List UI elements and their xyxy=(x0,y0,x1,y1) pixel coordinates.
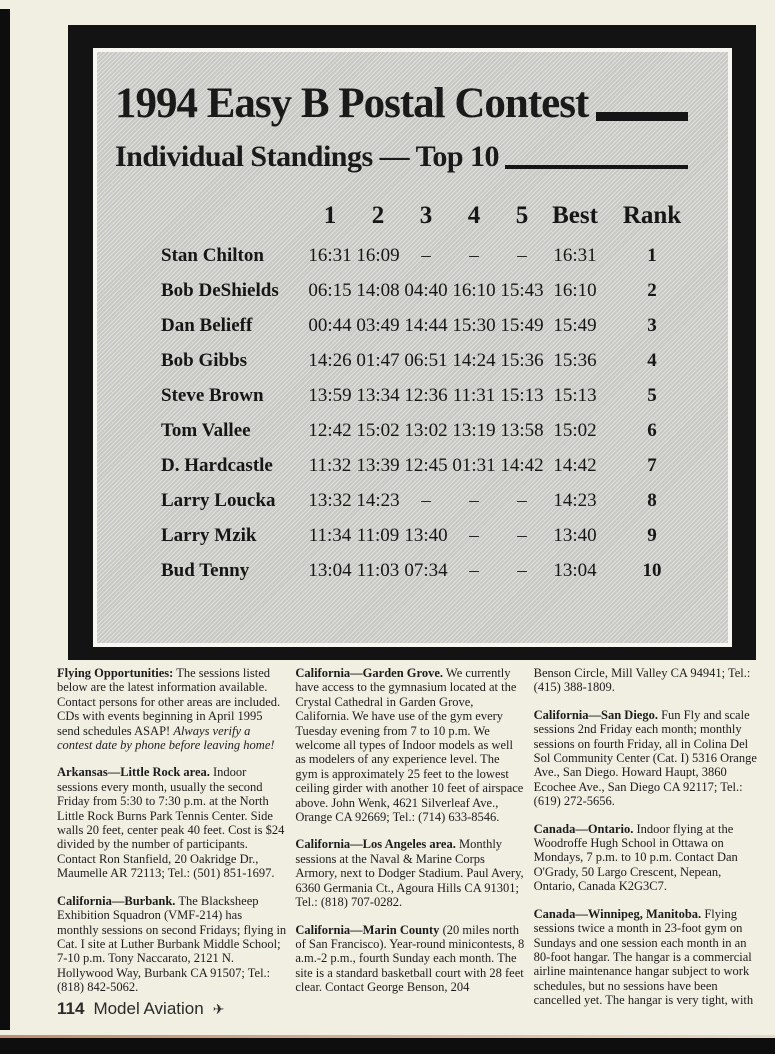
best-time: 14:23 xyxy=(553,489,597,511)
rank-value: 1 xyxy=(647,244,657,266)
article-paragraph-canada-ontario xyxy=(534,822,763,894)
rank-value: 4 xyxy=(647,349,657,371)
flight-time: 12:42 xyxy=(308,419,352,441)
flight-time: 11:32 xyxy=(308,454,352,476)
flight-time: 15:30 xyxy=(452,314,496,336)
header-flight-4: 4 xyxy=(467,202,481,229)
paragraph-body: (20 miles north of San Francisco). Year-round minicontests, 8 a.m.-2 p.m., fourth Sunday each month. The site is a standard basketball court with 28 feet clear. Contact George Benson, 204 xyxy=(295,922,525,995)
flight-time: 13:58 xyxy=(500,419,544,441)
flight-time: – xyxy=(469,489,479,511)
table-row xyxy=(115,273,708,308)
flight-time: 13:39 xyxy=(356,454,400,476)
pilot-name: Larry Loucka xyxy=(161,489,276,511)
article-paragraph-california-garden-grove xyxy=(295,666,524,824)
flight-time: – xyxy=(469,244,479,266)
table-row xyxy=(115,378,708,413)
table-row xyxy=(115,413,708,448)
flight-time: 15:13 xyxy=(500,384,544,406)
paragraph-body: Indoor flying at the Woodroffe Hugh School in Ottawa on Mondays, 7 p.m. to 10 p.m. Contact Dan O'Grady, 50 Largo Crescent, Nepean, Ontario, Canada K2G3C7. xyxy=(533,821,738,894)
flight-time: 14:23 xyxy=(356,489,400,511)
table-header-row xyxy=(115,196,708,236)
title-underline-rule xyxy=(596,112,688,121)
paragraph-body: Flying sessions twice a month in 23-foot gym on Sundays and one session each month in an 80-foot hangar. The hangar is a commercial airline maintenance hangar subject to work schedules, but no sessions have been cancelled yet. The hangar is very tight, with xyxy=(533,906,754,1008)
flight-time: 13:32 xyxy=(308,489,352,511)
contest-box-frame xyxy=(68,25,756,660)
paragraph-body: Benson Circle, Mill Valley CA 94941; Tel.: (415) 388-1809. xyxy=(533,666,751,695)
flight-time: 11:34 xyxy=(308,524,352,546)
flight-time: 15:36 xyxy=(500,349,544,371)
flight-time: 12:36 xyxy=(404,384,448,406)
article-paragraph-canada-winnipeg xyxy=(534,907,763,1008)
rank-value: 5 xyxy=(647,384,657,406)
contest-subtitle-row xyxy=(115,142,708,172)
paragraph-body: The Blacksheep Exhibition Squadron (VMF-214) has monthly sessions on second Fridays; flying in Cat. I site at Luther Burbank Middle School; 7-10 p.m. Tony Naccarato, 2121 N. Hollywood Way, Burbank CA 91507; Tel.: (818) 842-5062. xyxy=(57,893,287,995)
article-paragraph-california-burbank xyxy=(57,894,286,995)
flight-time: 16:31 xyxy=(308,244,352,266)
scan-left-edge-strip xyxy=(0,9,10,1030)
flight-time: 11:31 xyxy=(452,384,496,406)
standings-table xyxy=(115,196,708,588)
article-paragraph-california-marin-county xyxy=(295,923,524,995)
page-number: 114 xyxy=(57,999,85,1018)
table-row xyxy=(115,308,708,343)
flight-time: – xyxy=(421,244,431,266)
header-flight-2: 2 xyxy=(371,202,385,229)
table-row xyxy=(115,448,708,483)
flight-time: 15:49 xyxy=(500,314,544,336)
header-flight-3: 3 xyxy=(419,202,433,229)
flight-time: 15:02 xyxy=(356,419,400,441)
paragraph-body: Monthly sessions at the Naval & Marine Corps Armory, next to Dodger Stadium. Paul Avery, 6360 Germania Ct., Agoura Hills CA 91301; Tel.: (818) 707-0282. xyxy=(295,837,524,910)
paragraph-lead: Flying Opportunities: xyxy=(57,666,174,680)
flight-time: 11:09 xyxy=(356,524,400,546)
scan-bottom-edge-bar xyxy=(0,1038,775,1054)
contest-title: 1994 Easy B Postal Contest xyxy=(115,80,589,127)
page-footer xyxy=(57,999,224,1019)
flight-time: 14:42 xyxy=(500,454,544,476)
magazine-name: Model Aviation xyxy=(93,999,204,1018)
rank-value: 6 xyxy=(647,419,657,441)
pilot-name: Stan Chilton xyxy=(161,244,264,266)
flight-time: – xyxy=(469,559,479,581)
flight-time: 01:31 xyxy=(452,454,496,476)
contest-panel xyxy=(93,48,732,647)
flight-time: 13:02 xyxy=(404,419,448,441)
paragraph-lead: California—San Diego. xyxy=(533,707,658,722)
flight-time: 14:24 xyxy=(452,349,496,371)
header-flight-5: 5 xyxy=(515,202,529,229)
pilot-name: Larry Mzik xyxy=(161,524,257,546)
article-paragraph-california-san-diego xyxy=(534,708,763,809)
flight-time: 14:44 xyxy=(404,314,448,336)
flight-time: – xyxy=(421,489,431,511)
flight-time: 11:03 xyxy=(356,559,400,581)
rank-value: 3 xyxy=(647,314,657,336)
pilot-name: Bob Gibbs xyxy=(161,349,248,371)
table-row xyxy=(115,553,708,588)
table-row xyxy=(115,518,708,553)
flight-time: 16:10 xyxy=(452,279,496,301)
flight-time: 14:26 xyxy=(308,349,352,371)
paragraph-body: Indoor sessions every month, usually the second Friday from 5:30 to 7:30 p.m. at the North Little Rock Burns Park Tennis Center. Side walls 20 feet, center peak 40 feet. Cost is $24 divided by the number of participants. Contact Ron Stanfield, 20 Oakridge Dr., Maumelle AR 72113; Tel.: (501) 851-1697. xyxy=(57,765,285,881)
flying-opportunities-columns xyxy=(57,666,763,1021)
article-paragraph-marin-continued xyxy=(534,666,763,695)
best-time: 15:49 xyxy=(553,314,597,336)
best-time: 15:13 xyxy=(553,384,597,406)
header-rank: Rank xyxy=(622,202,682,229)
contest-title-row xyxy=(115,82,708,125)
rank-value: 2 xyxy=(647,279,657,301)
flight-time: 04:40 xyxy=(404,279,448,301)
airplane-icon: ✈ xyxy=(212,1000,225,1017)
table-row xyxy=(115,343,708,378)
flight-time: 16:09 xyxy=(356,244,400,266)
flight-time: 06:51 xyxy=(404,349,448,371)
flight-time: 12:45 xyxy=(404,454,448,476)
paragraph-body: The sessions listed below are the latest information available. Contact persons for other areas are included. CDs with events beginning in April 1995 send schedules ASAP! xyxy=(57,666,281,738)
pilot-name: D. Hardcastle xyxy=(161,454,273,476)
flight-time: 00:44 xyxy=(308,314,352,336)
paragraph-italic: Always verify a contest date by phone before leaving home! xyxy=(57,723,275,753)
article-column-left xyxy=(57,666,286,1021)
paragraph-lead: California—Los Angeles area. xyxy=(295,837,456,852)
best-time: 13:04 xyxy=(553,559,597,581)
paragraph-lead: California—Marin County xyxy=(295,922,440,937)
flight-time: 03:49 xyxy=(356,314,400,336)
rank-value: 10 xyxy=(642,559,662,581)
paragraph-lead: California—Garden Grove. xyxy=(295,666,444,680)
pilot-name: Bud Tenny xyxy=(161,559,250,581)
flight-time: 06:15 xyxy=(308,279,352,301)
pilot-name: Bob DeShields xyxy=(161,279,279,301)
flight-time: 13:04 xyxy=(308,559,352,581)
article-paragraph-california-los-angeles xyxy=(295,837,524,909)
flight-time: 15:43 xyxy=(500,279,544,301)
flight-time: 01:47 xyxy=(356,349,400,371)
header-flight-1: 1 xyxy=(323,202,337,229)
subtitle-underline-rule xyxy=(505,165,688,169)
flight-time: 14:08 xyxy=(356,279,400,301)
table-row xyxy=(115,238,708,273)
best-time: 16:10 xyxy=(553,279,597,301)
paragraph-lead: Canada—Winnipeg, Manitoba. xyxy=(533,906,702,921)
flight-time: – xyxy=(517,559,527,581)
article-paragraph-intro xyxy=(57,666,286,752)
header-best: Best xyxy=(552,202,598,229)
article-paragraph-arkansas-little-rock xyxy=(57,765,286,880)
article-column-right xyxy=(534,666,763,1021)
paragraph-lead: California—Burbank. xyxy=(57,893,176,908)
flight-time: – xyxy=(517,244,527,266)
paragraph-lead: Canada—Ontario. xyxy=(533,821,634,836)
best-time: 13:40 xyxy=(553,524,597,546)
paragraph-lead: Arkansas—Little Rock area. xyxy=(57,765,210,780)
flight-time: – xyxy=(517,489,527,511)
flight-time: – xyxy=(469,524,479,546)
best-time: 15:36 xyxy=(553,349,597,371)
best-time: 15:02 xyxy=(553,419,597,441)
table-row xyxy=(115,483,708,518)
article-column-middle xyxy=(295,666,524,1021)
flight-time: 13:19 xyxy=(452,419,496,441)
flight-time: 07:34 xyxy=(404,559,448,581)
rank-value: 9 xyxy=(647,524,657,546)
rank-value: 7 xyxy=(647,454,657,476)
flight-time: 13:34 xyxy=(356,384,400,406)
pilot-name: Tom Vallee xyxy=(161,419,251,441)
contest-subtitle: Individual Standings — Top 10 xyxy=(115,140,500,173)
pilot-name: Steve Brown xyxy=(161,384,264,406)
paragraph-body: We currently have access to the gymnasium located at the Crystal Cathedral in Garden Grove, California. We have use of the gym every Tuesday evening from 7 to 10 p.m. We welcome all types of Indoor models as well as modelers of any experience level. The gym is approximately 25 feet to the lowest ceiling girder with another 10 feet of airspace above. John Wenk, 4621 Silverleaf Ave., Orange CA 92669; Tel.: (714) 633-8546. xyxy=(295,666,524,825)
pilot-name: Dan Belieff xyxy=(161,314,253,336)
paragraph-body: Fun Fly and scale sessions 2nd Friday each month; monthly sessions on fourth Friday, all in Colina Del Sol Community Center (Cat. I) 5316 Orange Ave., San Diego. Howard Haupt, 3860 Ecochee Ave., San Diego CA 92117; Tel.: (619) 272-5656. xyxy=(533,707,757,809)
flight-time: 13:40 xyxy=(404,524,448,546)
rank-value: 8 xyxy=(647,489,657,511)
flight-time: – xyxy=(517,524,527,546)
flight-time: 13:59 xyxy=(308,384,352,406)
best-time: 14:42 xyxy=(553,454,597,476)
best-time: 16:31 xyxy=(553,244,597,266)
